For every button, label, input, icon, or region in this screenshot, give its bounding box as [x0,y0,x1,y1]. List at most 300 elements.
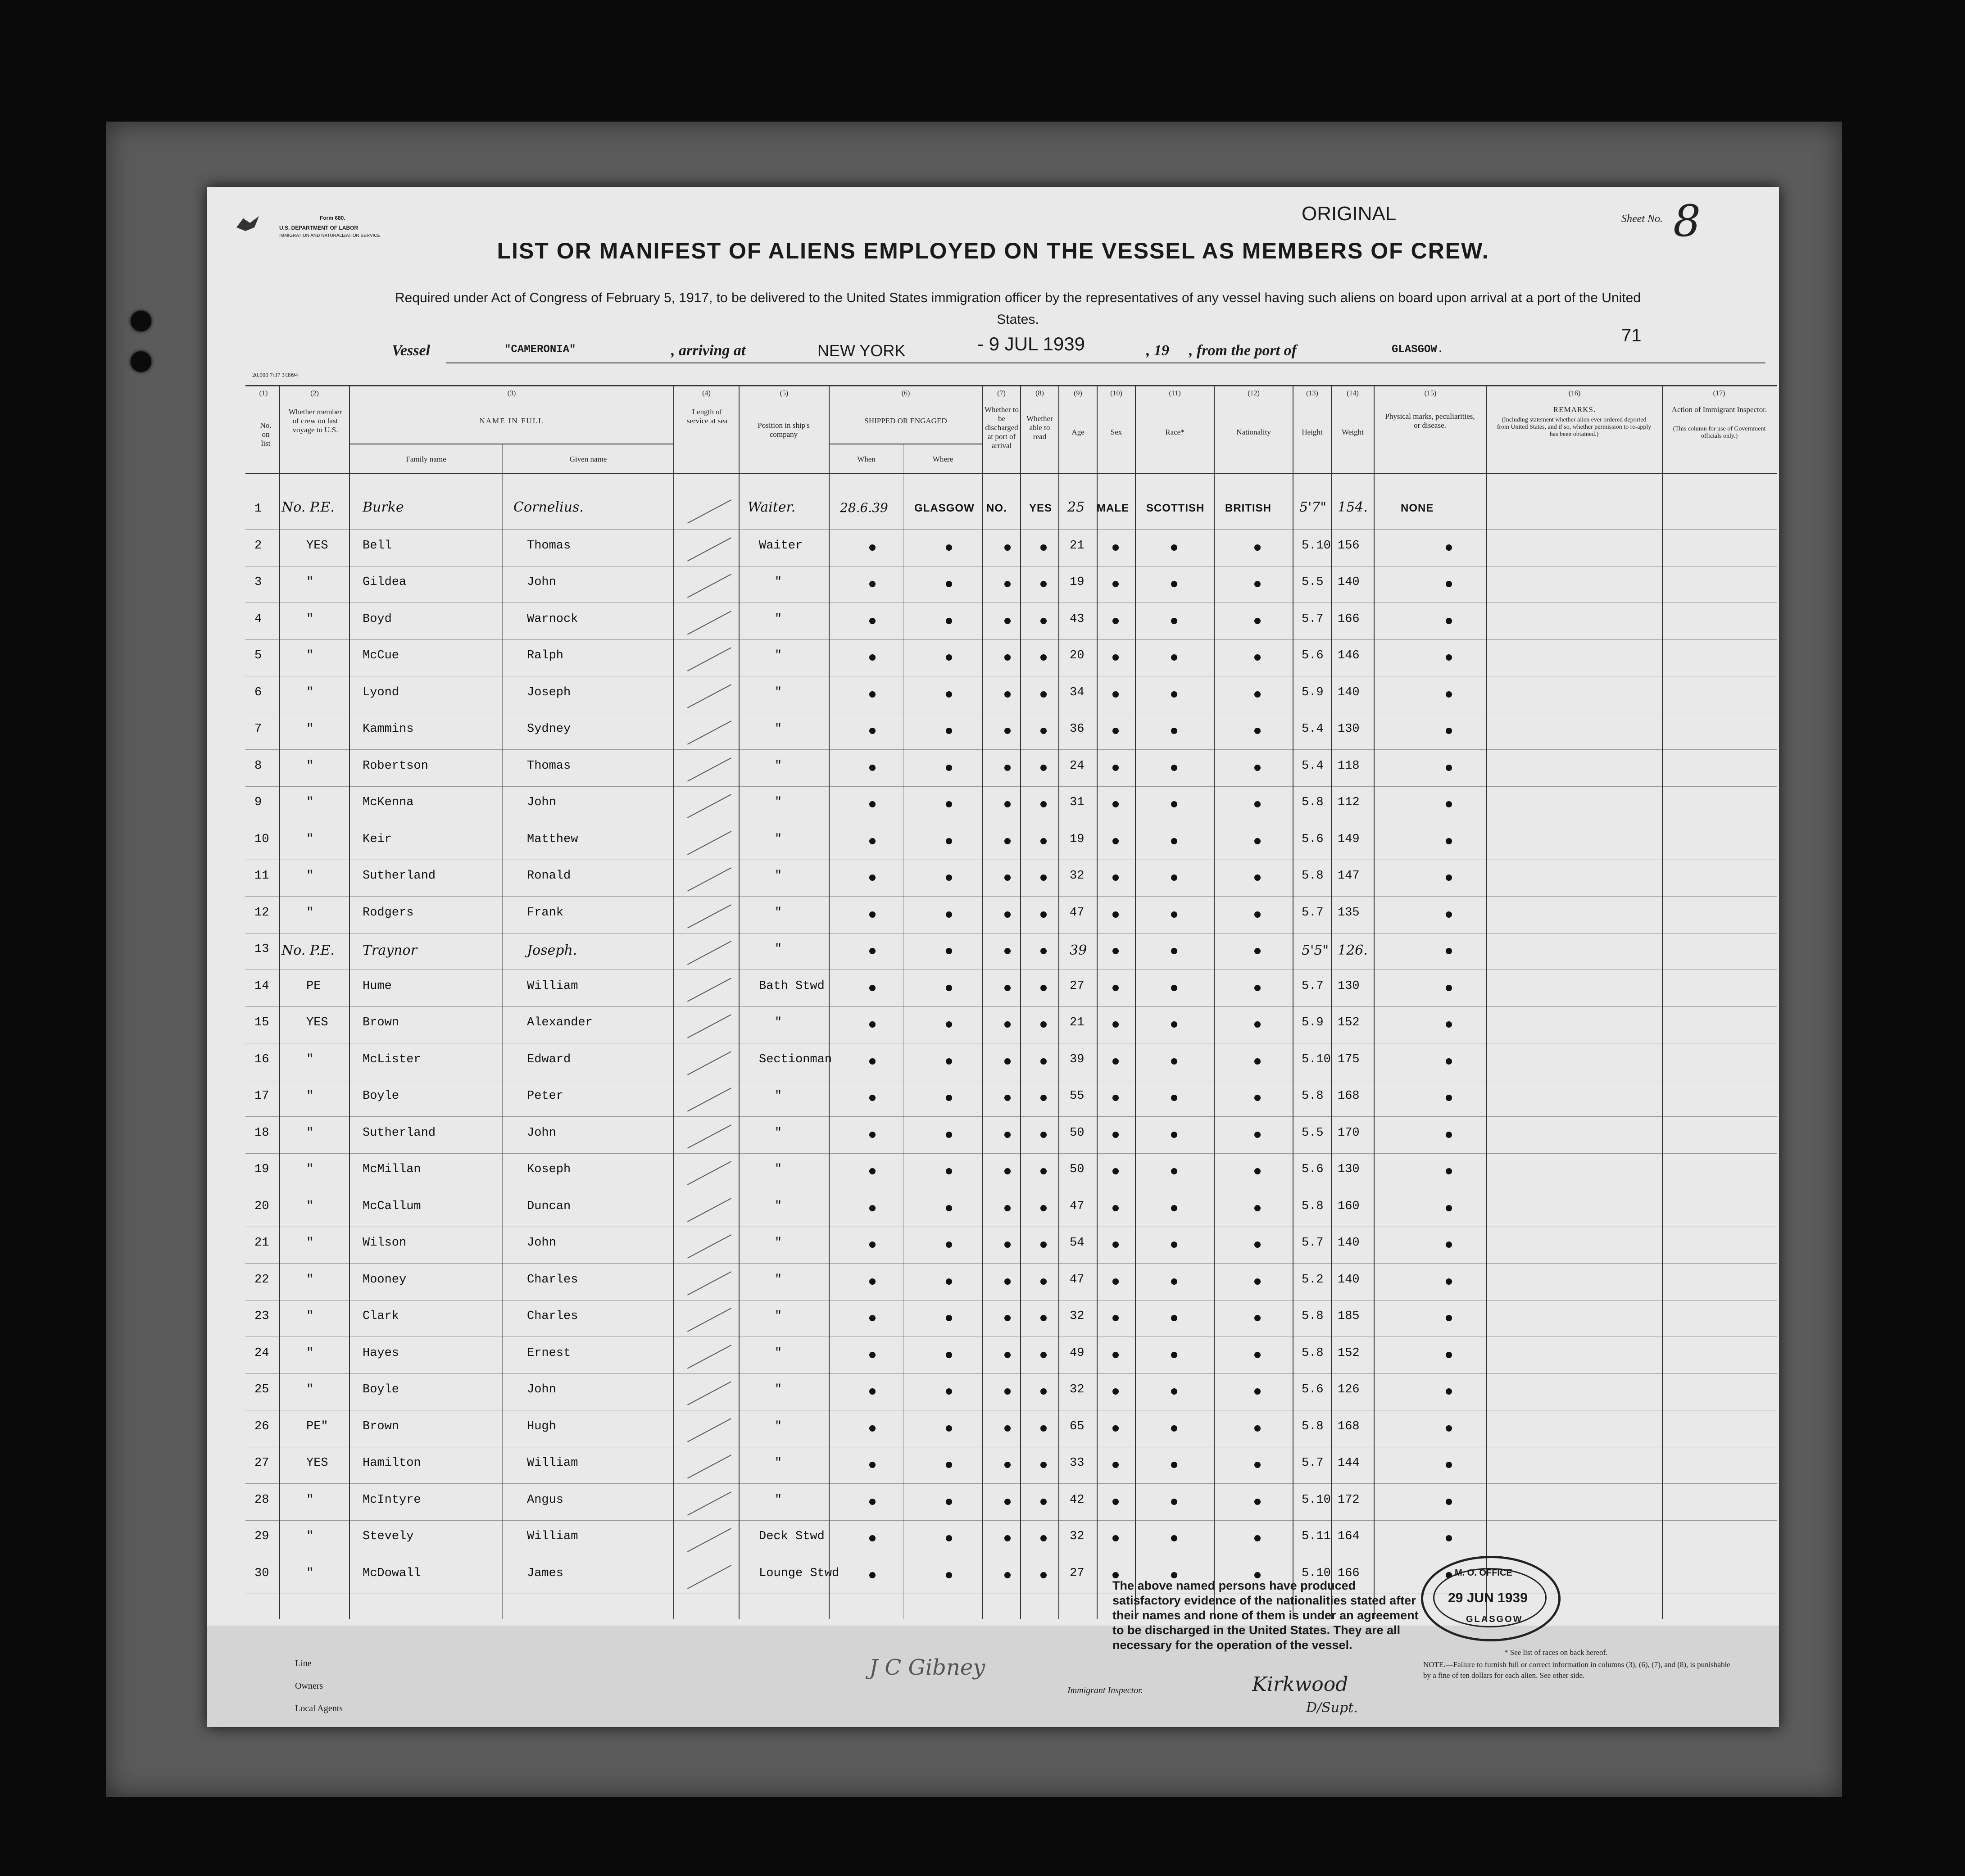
family-name: Traynor [363,943,417,958]
col-rule [502,444,503,1619]
page-subtitle: Required under Act of Congress of February 5, 1917, to be delivered to the United States immigration officer by the representatives of any vessel having such aliens on board upon arrival at a port of the United States. [395,290,1641,327]
nationality-declaration: The above named persons have produced satisfactory evidence of the nationalities stated after their names and none of them is under an agreement to be discharged in the United States. They are all necessary for the operation of the vessel. [1112,1579,1419,1652]
col-num: (15) [1424,390,1437,397]
ditto-dot [1040,581,1047,587]
position: " [775,832,782,846]
row-rule [245,1483,1777,1484]
ditto-dot [1112,654,1119,661]
given-name: William [527,979,578,993]
ditto-dot [1446,985,1452,991]
ditto-dot [1112,1205,1119,1211]
ditto-dot [1171,1058,1177,1065]
ditto-dot [946,654,952,661]
ditto-dot [1254,581,1261,587]
ditto-dot [1040,618,1047,624]
crew-voyage: " [306,1273,314,1287]
row-rule [245,529,1777,530]
ditto-dot [1112,691,1119,698]
col-rule [279,385,280,1619]
ditto-dot [1254,1425,1261,1432]
ditto-dot [1171,654,1177,661]
family-name: Lyond [363,685,399,699]
family-name: Gildea [363,575,407,589]
service-slash [687,574,731,598]
weight: 149 [1338,832,1360,846]
ditto-dot [1004,1242,1011,1248]
ditto-dot [1171,948,1177,954]
ditto-dot [869,765,876,771]
row-rule [245,786,1777,787]
ditto-dot [1254,985,1261,991]
ditto-dot [1004,1499,1011,1505]
crew-voyage: " [306,759,314,773]
ditto-dot [1171,1315,1177,1321]
col-num: (1) [259,390,268,397]
crew-voyage: YES [306,1456,328,1470]
position: " [775,1016,782,1029]
height: 5.9 [1302,685,1324,699]
service-slash [687,1528,731,1552]
height: 5.11 [1302,1530,1331,1543]
col-rule [982,385,983,1619]
ditto-dot [1446,801,1452,807]
position: " [775,685,782,699]
col-head-action-note: (This column for use of Government officials only.) [1673,426,1766,440]
family-name: Clark [363,1310,399,1323]
col-num: (10) [1110,390,1122,397]
page-title: LIST OR MANIFEST OF ALIENS EMPLOYED ON THE VESSEL AS MEMBERS OF CREW. [497,238,1489,263]
row-number: 3 [254,575,262,589]
position: " [775,722,782,736]
family-name: Stevely [363,1530,414,1543]
crew-voyage: " [306,906,314,920]
penalty-note: NOTE.—Failure to furnish full or correct information in columns (3), (6), (7), and (8), is punishable by a fine of ten dollars for each alien. See other side. [1423,1660,1730,1680]
discharged: NO. [986,502,1007,514]
stamp-bottom: GLASGOW [1466,1614,1523,1624]
family-name: McMillan [363,1163,421,1176]
height: 5.8 [1302,1199,1324,1213]
row-rule [245,1006,1777,1007]
ditto-dot [1040,1058,1047,1065]
weight: 172 [1338,1493,1360,1507]
weight: 112 [1338,796,1360,809]
weight: 154. [1338,499,1368,515]
row-rule [245,1116,1777,1117]
height: 5.8 [1302,869,1324,883]
position: " [775,1236,782,1250]
crew-voyage: " [306,832,314,846]
ditto-dot [1446,1315,1452,1321]
ditto-dot [1040,544,1047,551]
ditto-dot [946,1168,952,1174]
age: 24 [1070,759,1085,773]
height: 5.7 [1302,979,1324,993]
age: 50 [1070,1126,1085,1140]
ditto-dot [1171,985,1177,991]
row-number: 14 [254,979,269,993]
ditto-dot [869,1425,876,1432]
row-number: 11 [254,869,269,883]
position: " [775,1310,782,1323]
age: 36 [1070,722,1085,736]
weight: 140 [1338,685,1360,699]
position: " [775,1456,782,1470]
ditto-dot [946,1499,952,1505]
ditto-dot [1004,1205,1011,1211]
col-head-height: Height [1302,428,1323,436]
position: Lounge Stwd [759,1566,840,1580]
col-head-family: Family name [406,455,446,463]
given-name: Charles [527,1310,578,1323]
ditto-dot [1171,1095,1177,1101]
weight: 126 [1338,1383,1360,1396]
ditto-dot [1004,1168,1011,1174]
ditto-dot [1040,838,1047,844]
from-port-label: , from the port of [1189,342,1297,359]
family-name: Hume [363,979,392,993]
family-name: Hamilton [363,1456,421,1470]
weight: 160 [1338,1199,1360,1213]
position: " [775,1346,782,1360]
ditto-dot [1254,544,1261,551]
inspector-label: Immigrant Inspector. [1067,1686,1143,1695]
ditto-dot [1254,1132,1261,1138]
ditto-dot [1171,544,1177,551]
service-slash [687,1308,731,1332]
row-number: 16 [254,1052,269,1066]
family-name: McKenna [363,796,414,809]
ditto-dot [1254,1058,1261,1065]
service-slash [687,1161,731,1185]
ditto-dot [1004,985,1011,991]
row-number: 1 [254,502,262,516]
col-rule [1214,385,1215,1619]
age: 49 [1070,1346,1085,1360]
crew-voyage: " [306,1089,314,1103]
weight: 118 [1338,759,1360,773]
header-bottom-rule [245,473,1777,474]
shipped-when: 28.6.39 [840,500,888,515]
ditto-dot [1040,1352,1047,1358]
row-number: 10 [254,832,269,846]
ditto-dot [1112,1425,1119,1432]
family-name: McDowall [363,1566,421,1580]
from-port: GLASGOW. [1392,344,1444,356]
given-name: Cornelius. [513,499,584,515]
weight: 140 [1338,1236,1360,1250]
ditto-dot [1254,911,1261,918]
row-number: 5 [254,649,262,662]
ditto-dot [1004,948,1011,954]
ditto-dot [1446,838,1452,844]
col-head-remarks: REMARKS. [1553,405,1596,414]
col-num: (3) [507,390,516,397]
ditto-dot [1171,1021,1177,1028]
age: 54 [1070,1236,1085,1250]
row-rule [245,749,1777,750]
row-number: 2 [254,539,262,553]
weight: 144 [1338,1456,1360,1470]
ditto-dot [946,911,952,918]
sheet-number: 8 [1673,196,1701,246]
age: 33 [1070,1456,1085,1470]
ditto-dot [1254,948,1261,954]
service-name: IMMIGRATION AND NATURALIZATION SERVICE [279,233,381,238]
crew-voyage: " [306,869,314,883]
row-number: 21 [254,1236,269,1250]
age: 55 [1070,1089,1085,1103]
col-head-service: Length of service at sea [686,408,728,425]
ditto-dot [869,1278,876,1285]
family-name: Boyle [363,1089,399,1103]
ditto-dot [1040,1499,1047,1505]
ditto-dot [1446,654,1452,661]
ditto-dot [1254,1021,1261,1028]
col-rule [1331,385,1332,1619]
col-rule [1020,385,1021,1619]
col-rule [673,385,674,1619]
ditto-dot [946,1572,952,1578]
ditto-dot [869,838,876,844]
weight: 168 [1338,1419,1360,1433]
col-head-read: Whether able to read [1026,414,1053,441]
position: " [775,1493,782,1507]
ditto-dot [1040,691,1047,698]
ditto-dot [1171,618,1177,624]
given-name: James [527,1566,564,1580]
print-code: 20,000 7/37 3/3994 [252,372,298,378]
position: " [775,1089,782,1103]
ditto-dot [946,1132,952,1138]
service-slash [687,720,731,744]
ditto-dot [1254,1095,1261,1101]
service-slash [687,904,731,928]
row-number: 8 [254,759,262,773]
purser-signature: Kirkwood [1252,1673,1348,1696]
col-num: (7) [997,390,1006,397]
ditto-dot [869,544,876,551]
ditto-dot [1171,1278,1177,1285]
ditto-dot [1040,1132,1047,1138]
service-slash [687,1565,731,1589]
ditto-dot [1446,1132,1452,1138]
ditto-dot [1112,1132,1119,1138]
position: Waiter. [748,499,796,515]
col-rule [739,385,740,1619]
col-num: (12) [1248,390,1260,397]
ditto-dot [1004,1058,1011,1065]
ditto-dot [1446,1095,1452,1101]
col-head-age: Age [1071,428,1085,436]
ditto-dot [1040,875,1047,881]
row-number: 7 [254,722,262,736]
crew-voyage: " [306,1199,314,1213]
col-rule [1374,385,1375,1619]
service-slash [687,1088,731,1111]
age: 34 [1070,685,1085,699]
vessel-label: Vessel [392,342,430,359]
ditto-dot [946,1021,952,1028]
height: 5.10 [1302,1052,1331,1066]
ditto-dot [1446,544,1452,551]
ditto-dot [1040,911,1047,918]
ditto-dot [1040,1205,1047,1211]
given-name: Edward [527,1052,571,1066]
weight: 164 [1338,1530,1360,1543]
position: " [775,906,782,920]
col-num: (14) [1347,390,1359,397]
family-name: Sutherland [363,1126,436,1140]
service-slash [687,1014,731,1038]
age: 19 [1070,575,1085,589]
ditto-dot [869,985,876,991]
ditto-dot [1254,838,1261,844]
row-number: 19 [254,1163,269,1176]
weight: 130 [1338,722,1360,736]
age: 21 [1070,1016,1085,1029]
ditto-dot [946,1242,952,1248]
ditto-dot [869,1388,876,1395]
family-name: Bell [363,539,392,553]
height: 5.4 [1302,759,1324,773]
department-name: U.S. DEPARTMENT OF LABOR [279,225,359,231]
ditto-dot [1112,581,1119,587]
ditto-dot [1040,654,1047,661]
ditto-dot [1040,985,1047,991]
ditto-dot [1004,728,1011,734]
ditto-dot [1254,691,1261,698]
table-top-rule [245,385,1777,386]
ditto-dot [869,581,876,587]
position: " [775,1126,782,1140]
col-head-race: Race* [1165,428,1184,436]
ditto-dot [1254,1315,1261,1321]
col-rule [1662,385,1663,1619]
ditto-dot [1112,765,1119,771]
position: " [775,943,782,956]
ditto-dot [1254,1278,1261,1285]
ditto-dot [1254,728,1261,734]
age: 39 [1070,1052,1085,1066]
ditto-dot [1254,1205,1261,1211]
ditto-dot [1112,1315,1119,1321]
service-slash [687,978,731,1001]
position: Waiter [759,539,803,553]
age: 20 [1070,649,1085,662]
ditto-dot [869,801,876,807]
given-name: William [527,1530,578,1543]
ditto-dot [1004,1425,1011,1432]
age: 19 [1070,832,1085,846]
age: 32 [1070,869,1085,883]
height: 5.6 [1302,1163,1324,1176]
ditto-dot [946,948,952,954]
physical-marks: NONE [1401,502,1434,514]
row-number: 13 [254,943,269,956]
given-name: Ronald [527,869,571,883]
ditto-dot [946,1278,952,1285]
ditto-dot [1112,1535,1119,1541]
height: 5.5 [1302,575,1324,589]
given-name: Hugh [527,1419,556,1433]
ditto-dot [1004,911,1011,918]
col-head-marks: Physical marks, peculiarities, or disease. [1385,412,1475,430]
col-head-nationality: Nationality [1236,428,1271,436]
ditto-dot [1171,1352,1177,1358]
given-name: Matthew [527,832,578,846]
able-to-read: YES [1029,502,1053,514]
ditto-dot [1004,1572,1011,1578]
ditto-dot [869,1352,876,1358]
position: Sectionman [759,1052,832,1066]
family-name: McIntyre [363,1493,421,1507]
weight: 152 [1338,1016,1360,1029]
row-number: 27 [254,1456,269,1470]
ditto-dot [1254,875,1261,881]
given-name: Frank [527,906,564,920]
weight: 175 [1338,1052,1360,1066]
row-number: 23 [254,1310,269,1323]
ditto-dot [1446,1021,1452,1028]
ditto-dot [869,1315,876,1321]
ditto-dot [1040,765,1047,771]
owners-label: Owners [295,1681,323,1691]
col-head-discharged: Whether to be discharged at port of arrival [985,405,1019,450]
ditto-dot [1004,1021,1011,1028]
crew-voyage: PE" [306,1419,328,1433]
ditto-dot [1446,728,1452,734]
row-rule [245,1520,1777,1521]
ditto-dot [1112,728,1119,734]
ditto-dot [1254,1242,1261,1248]
weight: 130 [1338,1163,1360,1176]
ditto-dot [946,765,952,771]
ditto-dot [1171,838,1177,844]
ditto-dot [1446,875,1452,881]
service-slash [687,647,731,671]
ditto-dot [869,1132,876,1138]
ditto-dot [1112,1352,1119,1358]
service-slash [687,1381,731,1405]
ditto-dot [1446,1499,1452,1505]
given-name: John [527,575,556,589]
ditto-dot [869,691,876,698]
crew-voyage: " [306,1236,314,1250]
age: 32 [1070,1383,1085,1396]
given-name: Koseph [527,1163,571,1176]
ditto-dot [1171,875,1177,881]
agents-label: Local Agents [295,1704,343,1713]
dept-seal-icon [234,214,261,236]
service-slash [687,1051,731,1075]
ditto-dot [1040,1021,1047,1028]
ditto-dot [1171,1205,1177,1211]
ditto-dot [1004,801,1011,807]
row-number: 20 [254,1199,269,1213]
ditto-dot [1040,801,1047,807]
family-name: Burke [363,499,404,515]
ditto-dot [1171,1425,1177,1432]
age: 39 [1070,943,1087,958]
service-slash [687,499,731,523]
ditto-dot [1446,911,1452,918]
office-stamp [1421,1556,1561,1641]
row-number: 25 [254,1383,269,1396]
ditto-dot [1112,1168,1119,1174]
ditto-dot [1004,654,1011,661]
family-name: Boyd [363,612,392,626]
height: 5.8 [1302,1310,1324,1323]
